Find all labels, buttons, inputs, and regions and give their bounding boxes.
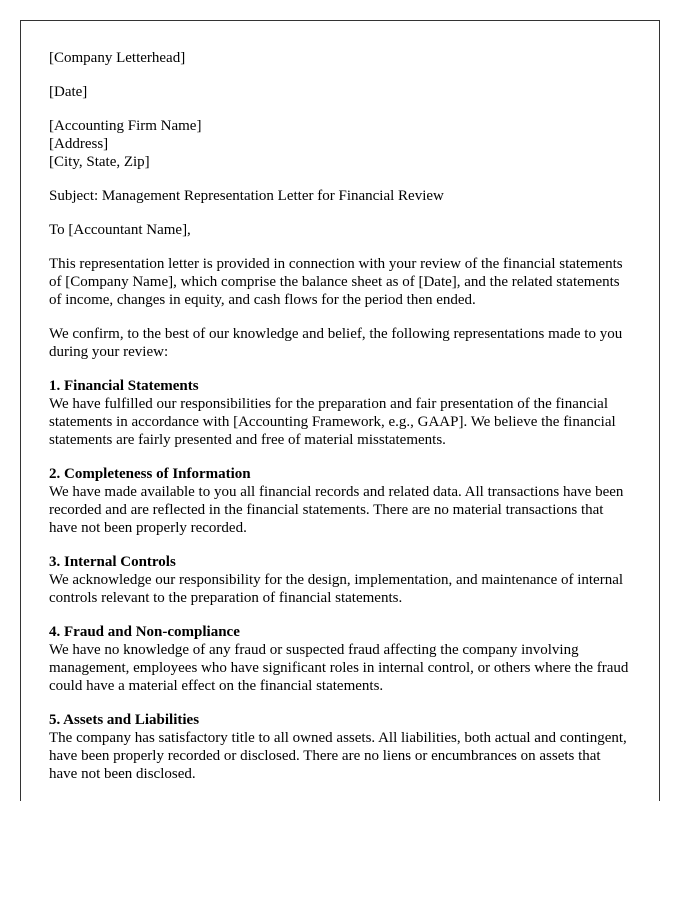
section-title: 3. Internal Controls (49, 554, 176, 570)
recipient-address (49, 117, 631, 171)
letter-page (20, 20, 660, 801)
section-body: We have made available to you all financial records and related data. All transactions have been recorded and are reflected in the financial statements. There are no material transactions that have not been properly recorded. (49, 484, 624, 536)
letter-date: [Date] (49, 84, 88, 100)
section-body: The company has satisfactory title to all owned assets. All liabilities, both actual and contingent, have been properly recorded or disclosed. There are no liens or encumbrances on assets that have not been disclosed. (49, 730, 627, 782)
section-fraud (49, 623, 631, 695)
section-title: 4. Fraud and Non-compliance (49, 624, 240, 640)
city-state-zip: [City, State, Zip] (49, 154, 150, 170)
salutation: To [Accountant Name], (49, 222, 191, 238)
section-body: We have fulfilled our responsibilities for the preparation and fair presentation of the financial statements in accordance with [Accounting Framework, e.g., GAAP]. We believe the financial statements are fairly presented and free of material misstatements. (49, 396, 616, 448)
section-body: We acknowledge our responsibility for the design, implementation, and maintenance of internal controls relevant to the preparation of financial statements. (49, 572, 624, 606)
section-title: 5. Assets and Liabilities (49, 712, 200, 728)
intro-paragraph: This representation letter is provided in connection with your review of the financial statements of [Company Name], which comprise the balance sheet as of [Date], and the related statements of income, changes in equity, and cash flows for the period then ended. (49, 256, 623, 308)
firm-name: [Accounting Firm Name] (49, 118, 202, 134)
subject-line: Subject: Management Representation Letter for Financial Review (49, 188, 444, 204)
section-completeness (49, 465, 631, 537)
section-title: 2. Completeness of Information (49, 466, 251, 482)
section-financial-statements (49, 377, 631, 449)
letterhead: [Company Letterhead] (49, 50, 186, 66)
confirm-paragraph: We confirm, to the best of our knowledge and belief, the following representations made to you during your review: (49, 326, 623, 360)
section-body: We have no knowledge of any fraud or suspected fraud affecting the company involving management, employees who have significant roles in internal control, or others where the fraud could have a material effect on the financial statements. (49, 642, 629, 694)
section-title: 1. Financial Statements (49, 378, 199, 394)
section-internal-controls (49, 553, 631, 607)
section-assets-liabilities (49, 711, 631, 783)
street-address: [Address] (49, 136, 109, 152)
